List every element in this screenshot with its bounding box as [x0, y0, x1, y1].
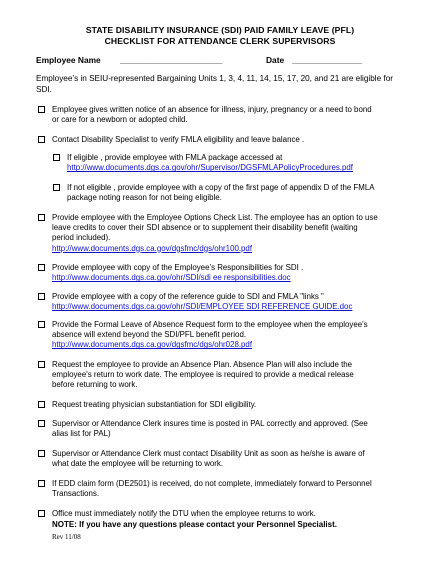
revision-label: Rev 11/08	[52, 533, 81, 541]
eligibility-intro: Employee’s in SEIU-represented Bargaining Units 1, 3, 4, 11, 14, 15, 17, 20, and 21 are eligible for SDI.	[36, 74, 393, 94]
checklist-item	[38, 213, 378, 254]
date-label: Date	[266, 55, 285, 65]
checklist-item-text: Request the employee to provide an Absence Plan. Absence Plan will also include the employee's return to work date. The employee is required to provide a medical release before returning to work.	[52, 360, 354, 390]
checklist-item	[38, 400, 378, 410]
checklist-item	[38, 509, 378, 519]
checklist-item	[38, 479, 378, 499]
checklist-item-text: Provide employee with the Employee Options Check List. The employee has an option to use leave credits to cover their SDI absence or to supplement their disability benefit (waiting period included).	[52, 213, 378, 243]
checklist-item-text: If EDD claim form (DE2501) is received, do not complete, immediately forward to Personnel Transactions.	[52, 479, 372, 499]
checklist-item-text: If not eligible , provide employee with a copy of the first page of appendix D of the FMLA package noting reason for not being eligible.	[67, 183, 375, 203]
checkbox[interactable]	[38, 510, 45, 517]
document-subtitle: CHECKLIST FOR ATTENDANCE CLERK SUPERVISORS	[104, 36, 336, 46]
checkbox[interactable]	[53, 184, 60, 191]
checklist-item	[38, 320, 378, 351]
checklist-item-text: Contact Disability Specialist to verify FMLA eligibility and leave balance .	[52, 135, 305, 144]
checklist-item-text: Provide employee with a copy of the reference guide to SDI and FMLA "links "	[52, 292, 324, 301]
date-field[interactable]: _______________	[292, 55, 362, 65]
checklist-item-text: Supervisor or Attendance Clerk insures time is posted in PAL correctly and approved. (See alias list for PAL)	[52, 419, 368, 439]
checkbox[interactable]	[38, 450, 45, 457]
checkbox[interactable]	[53, 154, 60, 161]
contact-note: NOTE: If you have any questions please contact your Personnel Specialist.	[52, 520, 337, 529]
document-link[interactable]: http://www.documents.dgs.ca.gov/dgsfmc/dgs/ohr028.pdf	[52, 340, 253, 350]
checklist-item	[38, 360, 378, 391]
checklist-item	[38, 292, 378, 312]
employee-name-field[interactable]: ______________________	[120, 55, 223, 65]
checkbox[interactable]	[38, 321, 45, 328]
checkbox[interactable]	[38, 480, 45, 487]
checklist-item-text: Request treating physician substantiation for SDI eligibility.	[52, 400, 257, 409]
checklist-subitem	[53, 183, 383, 203]
checklist-item	[38, 135, 378, 145]
document-link[interactable]: http://www.documents.dgs.ca.gov/ohr/SDI/EMPLOYEE SDI REFERENCE GUIDE.doc	[52, 302, 353, 312]
checklist-item	[38, 263, 378, 283]
document-title: STATE DISABILITY INSURANCE (SDI) PAID FAMILY LEAVE (PFL)	[85, 25, 355, 35]
checkbox[interactable]	[38, 106, 45, 113]
checklist-item-text: Provide employee with copy of the Employee’s Responsibilities for SDI .	[52, 263, 304, 272]
document-link[interactable]: http://www.documents.dgs.ca.gov/dgsfmc/dgs/ohr100.pdf	[52, 243, 253, 253]
checkbox[interactable]	[38, 264, 45, 271]
checkbox[interactable]	[38, 293, 45, 300]
checkbox[interactable]	[38, 420, 45, 427]
employee-name-label: Employee Name	[36, 55, 101, 65]
checkbox[interactable]	[38, 136, 45, 143]
checklist-item-text: Supervisor or Attendance Clerk must contact Disability Unit as soon as he/she is aware of what date the employee will be returning to work.	[52, 449, 365, 469]
document-link[interactable]: http://www.documents.dgs.ca.gov/ohr/SDI/sdi ee responsibilities.doc	[52, 273, 291, 283]
checkbox[interactable]	[38, 214, 45, 221]
checkbox[interactable]	[38, 361, 45, 368]
checklist-item-text: Office must immediately notify the DTU when the employee returns to work.	[52, 509, 316, 518]
document-link[interactable]: http://www.documents.dgs.ca.gov/ohr/Supervisor/DGSFMLAPolicyProcedures.pdf	[67, 163, 353, 173]
checklist-subitem	[53, 153, 383, 173]
checklist-item	[38, 105, 378, 125]
checklist-item	[38, 419, 378, 439]
checklist-item	[38, 449, 378, 469]
checklist-item-text: Provide the Formal Leave of Absence Request form to the employee when the employee's absence will extend beyond the SDI/PFL benefit period.	[52, 320, 368, 340]
checklist-item-text: Employee gives written notice of an absence for illness, injury, pregnancy or a need to bond or care for a newborn or adopted child.	[52, 105, 372, 125]
checklist-item-text: If eligible , provide employee with FMLA package accessed at	[67, 153, 283, 162]
checkbox[interactable]	[38, 401, 45, 408]
